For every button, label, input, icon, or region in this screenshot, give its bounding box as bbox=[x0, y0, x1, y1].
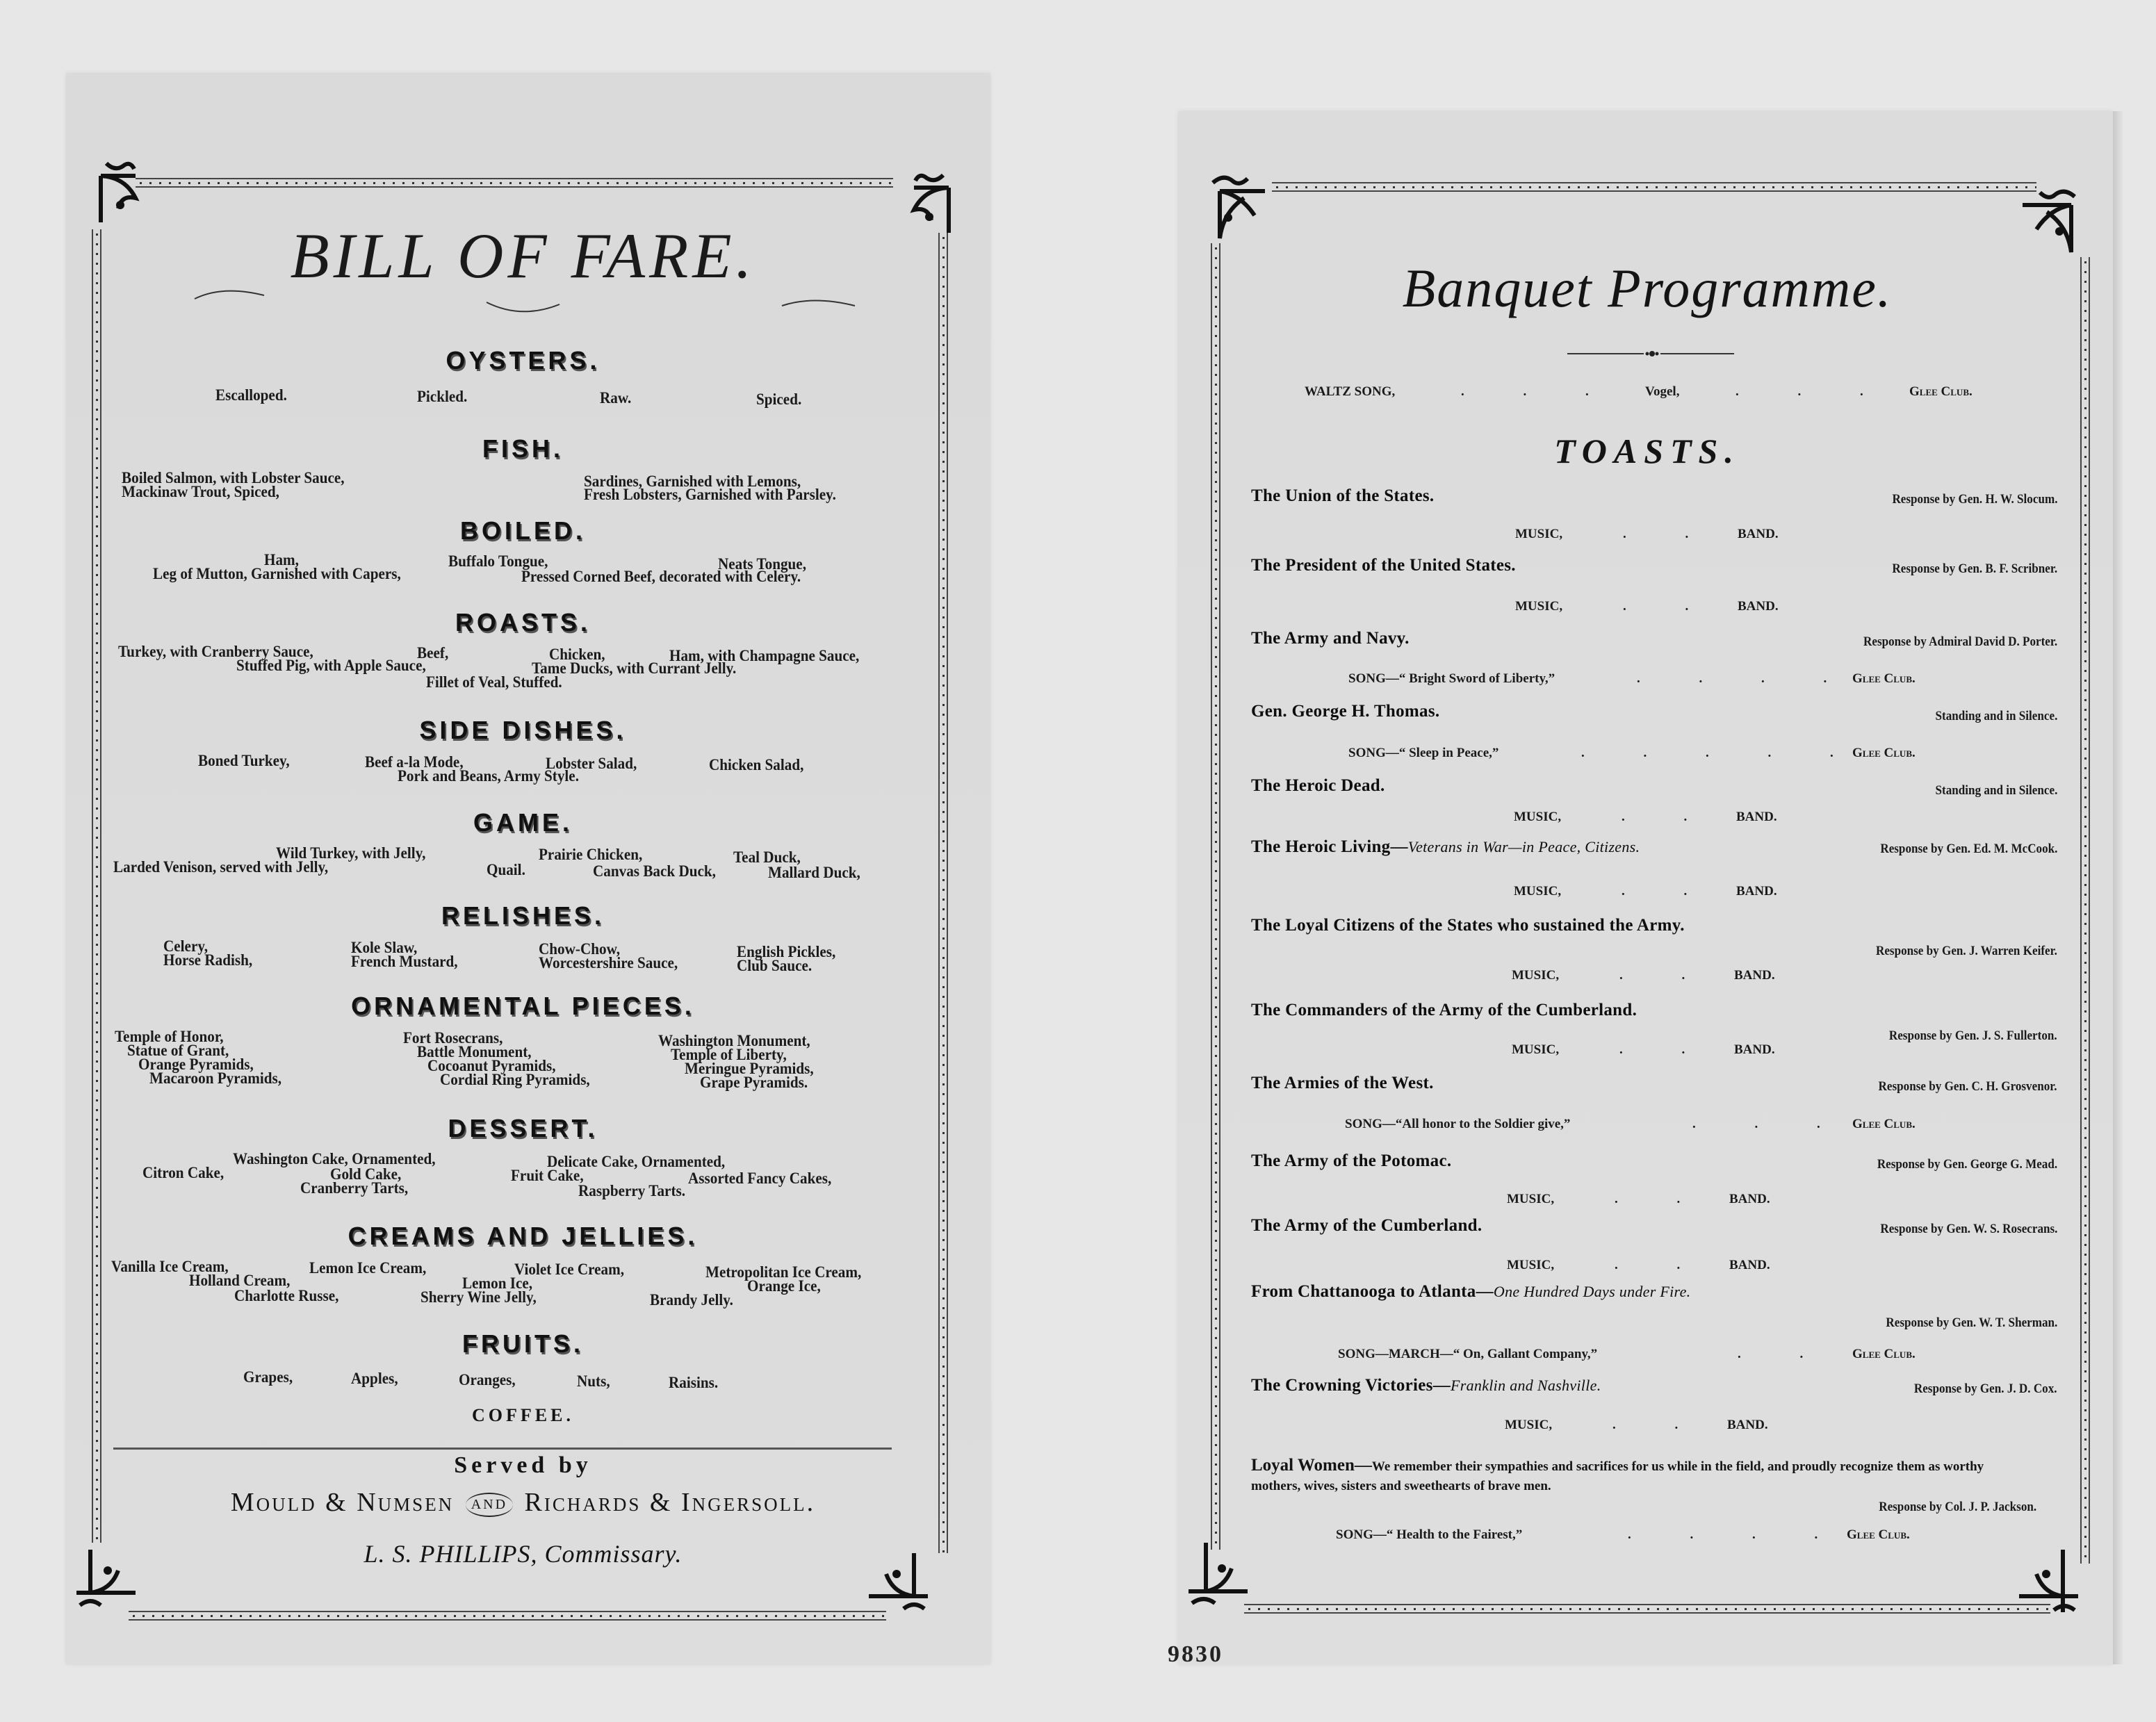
menu-section-side-dishes bbox=[94, 716, 952, 794]
menu-item: Larded Venison, served with Jelly, bbox=[113, 858, 329, 876]
menu-item: Beef, bbox=[417, 644, 449, 662]
menu-item: Boiled Salmon, with Lobster Sauce, bbox=[122, 469, 345, 486]
music-label: MUSIC, bbox=[1507, 1192, 1555, 1206]
menu-item: Wild Turkey, with Jelly, bbox=[276, 844, 426, 862]
leader-dots: . . . bbox=[1736, 384, 1891, 399]
menu-item: Lobster Salad, bbox=[546, 755, 637, 772]
music-label: MUSIC, bbox=[1512, 968, 1560, 983]
leader-dots: . . . . bbox=[1628, 1527, 1846, 1542]
menu-item: Charlotte Russe, bbox=[234, 1287, 339, 1304]
menu-item: English Pickles, bbox=[737, 943, 836, 960]
toast-title-main: The Crowning Victories— bbox=[1251, 1376, 1451, 1395]
menu-section-game bbox=[94, 808, 952, 886]
performer: BAND. bbox=[1727, 1418, 1768, 1432]
menu-item: Prairie Chicken, bbox=[539, 846, 643, 863]
menu-item: Sherry Wine Jelly, bbox=[420, 1288, 537, 1306]
menu-item: Teal Duck, bbox=[733, 848, 801, 866]
performer: Glee Club. bbox=[1909, 384, 1973, 399]
menu-item: Meringue Pyramids, bbox=[685, 1060, 814, 1077]
menu-item: Brandy Jelly. bbox=[650, 1291, 733, 1309]
menu-item: Chow-Chow, bbox=[539, 940, 620, 958]
song-label: WALTZ SONG, bbox=[1305, 384, 1396, 399]
menu-section-roasts bbox=[94, 608, 952, 698]
performer: Glee Club. bbox=[1852, 1117, 1916, 1131]
and-ligature: AND bbox=[466, 1493, 513, 1517]
menu-item: Fort Rosecrans, bbox=[403, 1029, 503, 1047]
corner-ornament-icon bbox=[94, 156, 163, 226]
menu-item: Spiced. bbox=[756, 391, 802, 408]
toast-entry bbox=[1251, 629, 2057, 650]
corner-ornament-icon bbox=[2019, 184, 2089, 254]
toast-response: Response by Admiral David D. Porter. bbox=[1863, 634, 2057, 649]
menu-item: Horse Radish, bbox=[163, 951, 253, 969]
menu-item: Washington Cake, Ornamented, bbox=[233, 1150, 436, 1167]
corner-ornament-icon bbox=[1199, 170, 1268, 240]
title-swash-ornament-icon bbox=[188, 285, 883, 320]
leader-dots: . . bbox=[1622, 810, 1715, 824]
leader-dots: . . . . . bbox=[1581, 746, 1861, 760]
menu-item: Buffalo Tongue, bbox=[448, 552, 548, 570]
menu-item: Quail. bbox=[487, 861, 525, 878]
music-label: SONG—“ Sleep in Peace,” bbox=[1348, 746, 1499, 760]
music-label: MUSIC, bbox=[1514, 810, 1562, 824]
menu-item: Worcestershire Sauce, bbox=[539, 954, 678, 971]
menu-item: Chicken, bbox=[549, 646, 605, 663]
menu-item: Boned Turkey, bbox=[198, 752, 290, 769]
toast-title: The Armies of the West. bbox=[1251, 1074, 1434, 1092]
music-label: MUSIC, bbox=[1512, 1042, 1560, 1057]
menu-item: Mackinaw Trout, Spiced, bbox=[122, 483, 279, 500]
menu-item: Escalloped. bbox=[215, 386, 287, 404]
toast-response: Standing and in Silence. bbox=[1935, 783, 2057, 798]
menu-item: Pressed Corned Beef, decorated with Celery. bbox=[521, 568, 801, 585]
performer: BAND. bbox=[1736, 884, 1777, 899]
commissary-credit: L. S. PHILLIPS, Commissary. bbox=[364, 1540, 683, 1568]
leader-dots: . . bbox=[1619, 1042, 1713, 1057]
toast-entry bbox=[1251, 1001, 2057, 1043]
menu-item: Grapes, bbox=[243, 1368, 293, 1386]
performer: BAND. bbox=[1729, 1192, 1770, 1206]
menu-section-dessert bbox=[94, 1114, 952, 1206]
menu-item: Apples, bbox=[351, 1370, 398, 1387]
music-label: SONG—“All honor to the Soldier give,” bbox=[1345, 1117, 1571, 1131]
menu-item: Mallard Duck, bbox=[768, 864, 860, 881]
leader-dots: . . . . bbox=[1637, 671, 1855, 686]
menu-item: Oranges, bbox=[459, 1371, 516, 1388]
leader-dots: . . bbox=[1612, 1418, 1706, 1432]
menu-item: Raspberry Tarts. bbox=[578, 1182, 686, 1199]
footer-divider bbox=[113, 1448, 892, 1450]
performer: Glee Club. bbox=[1852, 1347, 1916, 1361]
menu-item: Beef a-la Mode, bbox=[365, 753, 464, 771]
menu-item: Orange Pyramids, bbox=[138, 1056, 254, 1073]
frame-top-rule bbox=[1272, 182, 2036, 192]
menu-item: Pork and Beans, Army Style. bbox=[398, 767, 579, 785]
menu-item: Nuts, bbox=[577, 1372, 610, 1390]
banquet-programme-title: Banquet Programme. bbox=[1402, 258, 1893, 318]
composer: Vogel, bbox=[1645, 384, 1680, 399]
toast-subtitle: One Hundred Days under Fire. bbox=[1493, 1283, 1691, 1300]
menu-item: Temple of Liberty, bbox=[671, 1046, 787, 1063]
menu-item: Battle Monument, bbox=[417, 1043, 532, 1060]
leader-dots: . . bbox=[1623, 599, 1717, 614]
toast-response: Response by Gen. J. D. Cox. bbox=[1914, 1381, 2057, 1396]
menu-section-creams-and-jellies bbox=[94, 1222, 952, 1313]
music-label: SONG—MARCH—“ On, Gallant Company,” bbox=[1338, 1347, 1598, 1361]
menu-item: Fresh Lobsters, Garnished with Parsley. bbox=[584, 486, 836, 503]
served-by-label: Served by bbox=[454, 1452, 592, 1478]
toast-title: Gen. George H. Thomas. bbox=[1251, 702, 1440, 721]
toast-response: Response by Gen. C. H. Grosvenor. bbox=[1878, 1079, 2057, 1094]
menu-item: Orange Ice, bbox=[747, 1277, 821, 1295]
frame-left-rule bbox=[1211, 243, 1220, 1550]
section-heading: ROASTS. bbox=[455, 608, 591, 637]
toast-entry bbox=[1251, 916, 2057, 958]
menu-item: Neats Tongue, bbox=[718, 555, 807, 573]
menu-item: Lemon Ice, bbox=[462, 1274, 533, 1292]
section-heading: FISH. bbox=[482, 434, 564, 463]
toast-entry bbox=[1251, 1216, 2057, 1237]
leader-dots: . . . bbox=[1692, 1117, 1848, 1131]
menu-item: French Mustard, bbox=[351, 953, 458, 970]
toast-title: Loyal Women— bbox=[1251, 1456, 1372, 1475]
toast-entry-loyal-women bbox=[1251, 1456, 2030, 1496]
performer: Glee Club. bbox=[1852, 746, 1916, 760]
toast-entry bbox=[1251, 1376, 2057, 1397]
menu-item: Ham, with Champagne Sauce, bbox=[669, 647, 860, 664]
section-heading: OYSTERS. bbox=[446, 346, 601, 375]
leader-dots: . . bbox=[1738, 1347, 1831, 1361]
menu-item: Lemon Ice Cream, bbox=[309, 1259, 427, 1277]
toast-response: Response by Gen. J. S. Fullerton. bbox=[1889, 1028, 2057, 1043]
corner-ornament-icon bbox=[1182, 1539, 1251, 1609]
menu-item: Celery, bbox=[163, 937, 209, 955]
toast-title: The Heroic Dead. bbox=[1251, 776, 1385, 795]
archive-page-number: 9830 bbox=[1168, 1641, 1223, 1667]
toast-response: Response by Gen. W. T. Sherman. bbox=[1886, 1315, 2057, 1330]
leader-dots: . . bbox=[1623, 527, 1717, 541]
toast-title-main: From Chattanooga to Atlanta— bbox=[1251, 1282, 1494, 1301]
menu-item: Raisins. bbox=[669, 1374, 719, 1391]
frame-bottom-rule bbox=[1244, 1604, 2050, 1614]
corner-ornament-icon bbox=[2016, 1546, 2085, 1616]
toast-entry bbox=[1251, 1151, 2057, 1172]
menu-item: Cocoanut Pyramids, bbox=[427, 1057, 556, 1074]
performer: BAND. bbox=[1729, 1258, 1770, 1272]
menu-item: Leg of Mutton, Garnished with Capers, bbox=[153, 565, 401, 582]
music-label: SONG—“ Health to the Fairest,” bbox=[1336, 1527, 1523, 1542]
menu-item: Tame Ducks, with Currant Jelly. bbox=[532, 659, 737, 677]
leader-dots: . . bbox=[1622, 884, 1715, 899]
menu-item: Gold Cake, bbox=[330, 1165, 402, 1183]
toast-title bbox=[1251, 1376, 1601, 1395]
menu-item: Club Sauce. bbox=[737, 957, 812, 974]
menu-section-fish bbox=[94, 434, 952, 511]
menu-item: Statue of Grant, bbox=[127, 1042, 229, 1059]
menu-item: Fillet of Veal, Stuffed. bbox=[426, 673, 562, 691]
caterer-richards-ingersoll: Richards & Ingersoll. bbox=[524, 1488, 816, 1517]
section-heading: GAME. bbox=[473, 808, 573, 837]
toast-title bbox=[1251, 1282, 1690, 1302]
section-heading: FRUITS. bbox=[462, 1329, 584, 1358]
leader-dots: . . bbox=[1619, 968, 1713, 983]
frame-top-rule bbox=[136, 178, 893, 188]
toast-entry bbox=[1251, 556, 2057, 577]
title-rule-ornament-icon bbox=[1567, 350, 1734, 358]
toast-response: Response by Col. J. P. Jackson. bbox=[1879, 1500, 2036, 1514]
toast-subtitle: We remember their sympathies and sacrifices for us while in the field, and proudly recognize them as worthy mothers, wives, sisters and sweethearts of brave men. bbox=[1251, 1459, 1984, 1493]
menu-item: Stuffed Pig, with Apple Sauce, bbox=[236, 657, 426, 674]
toast-response: Response by Gen. H. W. Slocum. bbox=[1891, 492, 2057, 507]
toast-title: The Army of the Cumberland. bbox=[1251, 1216, 1483, 1235]
performer: BAND. bbox=[1736, 810, 1777, 824]
section-heading: BOILED. bbox=[459, 516, 586, 545]
music-label: MUSIC, bbox=[1507, 1258, 1555, 1272]
menu-item: Fruit Cake, bbox=[511, 1167, 584, 1184]
menu-item: Assorted Fancy Cakes, bbox=[688, 1170, 832, 1187]
menu-section-boiled bbox=[94, 516, 952, 593]
toast-response: Response by Gen. Ed. M. McCook. bbox=[1879, 842, 2057, 856]
section-heading: DESSERT. bbox=[448, 1114, 598, 1142]
menu-item: Cranberry Tarts, bbox=[300, 1179, 409, 1197]
caterer-mould-numsen: Mould & Numsen bbox=[230, 1488, 455, 1517]
menu-section-fruits bbox=[94, 1329, 952, 1396]
toast-entry bbox=[1251, 776, 2057, 797]
toast-response: Response by Gen. George G. Mead. bbox=[1877, 1157, 2057, 1172]
toast-entry bbox=[1251, 837, 2057, 858]
menu-item: Citron Cake, bbox=[142, 1164, 224, 1181]
menu-item: Kole Slaw, bbox=[351, 939, 418, 956]
music-label: MUSIC, bbox=[1515, 599, 1563, 614]
toast-entry bbox=[1251, 486, 2057, 507]
menu-item: Delicate Cake, Ornamented, bbox=[547, 1153, 726, 1170]
toast-subtitle: Veterans in War—in Peace, Citizens. bbox=[1407, 838, 1640, 855]
menu-item: Metropolitan Ice Cream, bbox=[705, 1263, 862, 1281]
caterers-line bbox=[94, 1487, 952, 1518]
performer: Glee Club. bbox=[1847, 1527, 1910, 1542]
menu-item: Raw. bbox=[600, 389, 632, 407]
music-label: MUSIC, bbox=[1514, 884, 1562, 899]
section-heading: RELISHES. bbox=[441, 901, 605, 930]
toast-response: Response by Gen. B. F. Scribner. bbox=[1892, 561, 2057, 576]
menu-section-relishes bbox=[94, 901, 952, 979]
menu-item: Turkey, with Cranberry Sauce, bbox=[118, 643, 313, 660]
leader-dots: . . bbox=[1615, 1258, 1708, 1272]
section-heading: CREAMS AND JELLIES. bbox=[348, 1222, 699, 1250]
menu-item: Grape Pyramids. bbox=[700, 1074, 808, 1091]
bill-of-fare-title: BILL OF FARE. bbox=[290, 220, 756, 291]
section-heading: SIDE DISHES. bbox=[419, 716, 627, 744]
performer: BAND. bbox=[1734, 1042, 1775, 1057]
performer: BAND. bbox=[1738, 599, 1779, 614]
music-label: MUSIC, bbox=[1515, 527, 1563, 541]
toast-title-main: The Heroic Living— bbox=[1251, 837, 1408, 856]
menu-item: Pickled. bbox=[417, 388, 468, 405]
toast-response: Response by Gen. W. S. Rosecrans. bbox=[1879, 1222, 2057, 1236]
performer: Glee Club. bbox=[1852, 671, 1916, 686]
toast-title: The Loyal Citizens of the States who sustained the Army. bbox=[1251, 916, 1685, 935]
toast-title: The Union of the States. bbox=[1251, 486, 1435, 505]
frame-right-rule bbox=[2080, 257, 2090, 1564]
toast-title: The Army and Navy. bbox=[1251, 629, 1410, 648]
menu-item: Canvas Back Duck, bbox=[593, 862, 716, 880]
menu-item: Washington Monument, bbox=[658, 1032, 810, 1049]
frame-bottom-rule bbox=[129, 1611, 886, 1621]
toast-title bbox=[1251, 837, 1640, 857]
coffee-line: COFFEE. bbox=[472, 1405, 574, 1425]
toast-response: Response by Gen. J. Warren Keifer. bbox=[1876, 944, 2057, 958]
leader-dots: . . . bbox=[1461, 384, 1617, 399]
menu-section-oysters bbox=[94, 346, 952, 414]
menu-item: Ham, bbox=[264, 551, 299, 568]
performer: BAND. bbox=[1734, 968, 1775, 983]
menu-item: Cordial Ring Pyramids, bbox=[440, 1071, 590, 1088]
menu-item: Violet Ice Cream, bbox=[514, 1261, 625, 1278]
menu-item: Sardines, Garnished with Lemons, bbox=[584, 473, 801, 490]
menu-item: Chicken Salad, bbox=[709, 756, 804, 773]
music-label: MUSIC, bbox=[1505, 1418, 1553, 1432]
toast-response-row bbox=[1251, 1500, 2057, 1520]
leader-dots: . . bbox=[1615, 1192, 1708, 1206]
toasts-heading: TOASTS. bbox=[1554, 432, 1740, 470]
toast-entry bbox=[1251, 702, 2057, 723]
toast-title: The Army of the Potomac. bbox=[1251, 1151, 1452, 1170]
menu-item: Temple of Honor, bbox=[115, 1028, 224, 1045]
performer: BAND. bbox=[1738, 527, 1779, 541]
menu-item: Macaroon Pyramids, bbox=[149, 1069, 282, 1087]
menu-section-ornamental-pieces bbox=[94, 992, 952, 1097]
music-label: SONG—“ Bright Sword of Liberty,” bbox=[1348, 671, 1555, 686]
toast-title: The President of the United States. bbox=[1251, 556, 1516, 575]
menu-item: Holland Cream, bbox=[189, 1272, 291, 1289]
toast-entry bbox=[1251, 1074, 2057, 1094]
toast-entry bbox=[1251, 1282, 2057, 1330]
menu-item: Vanilla Ice Cream, bbox=[111, 1258, 229, 1275]
section-heading: ORNAMENTAL PIECES. bbox=[351, 992, 695, 1020]
toast-title: The Commanders of the Army of the Cumberland. bbox=[1251, 1001, 1638, 1019]
toast-response: Standing and in Silence. bbox=[1935, 709, 2057, 723]
toast-subtitle: Franklin and Nashville. bbox=[1451, 1377, 1601, 1394]
